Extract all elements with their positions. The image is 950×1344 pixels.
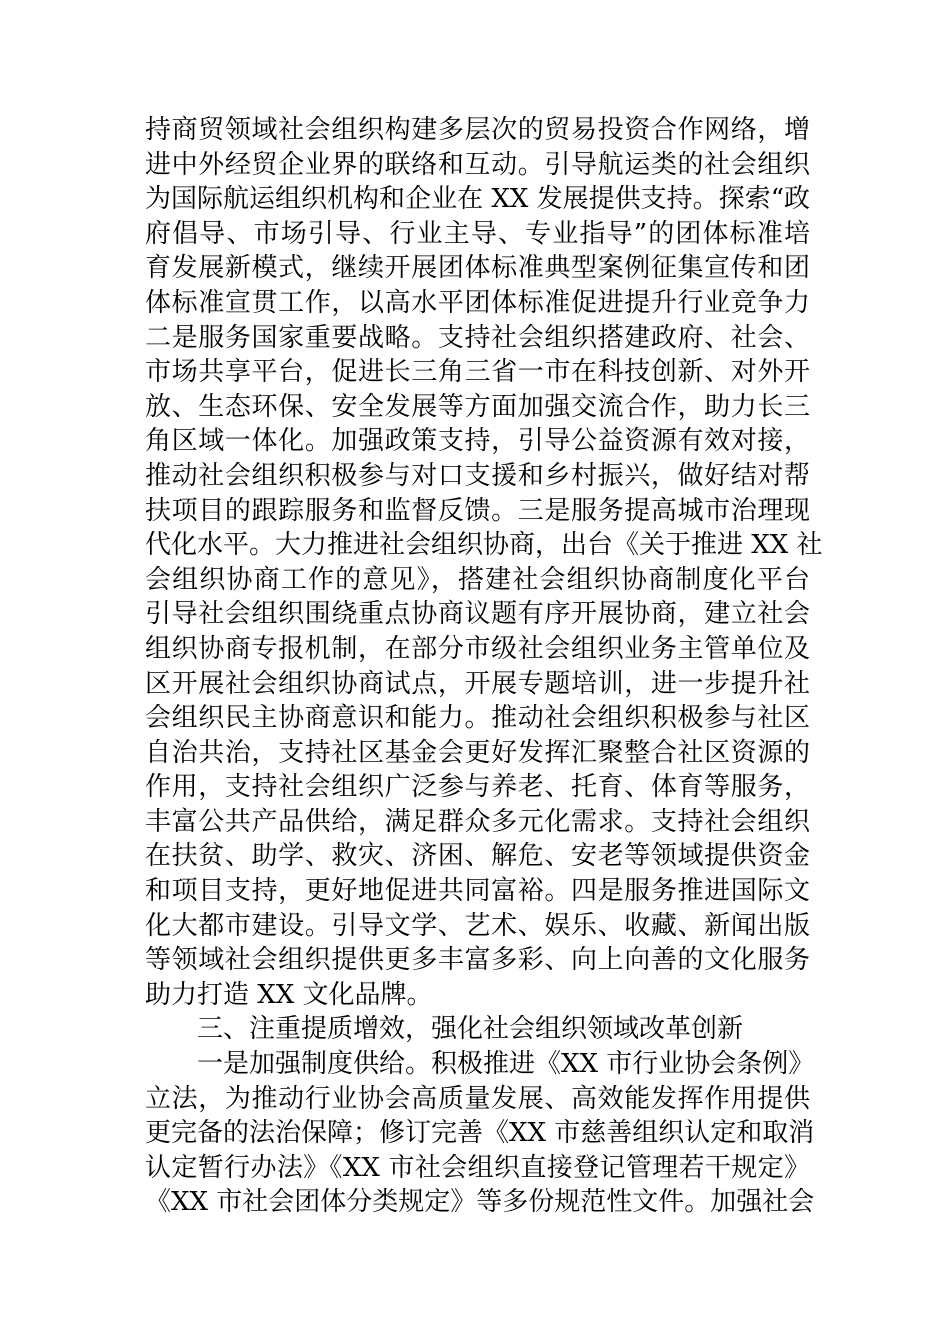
text-line: 一是加强制度供给。积极推进《XX 市行业协会条例》 — [197, 1049, 815, 1080]
text-line: 扶项目的跟踪服务和监督反馈。三是服务提高城市治理现 — [145, 495, 810, 526]
text-line: 体标准宣贯工作，以高水平团体标准促进提升行业竞争力 — [145, 287, 810, 318]
text-line: 自治共治，支持社区基金会更好发挥汇聚整合社区资源的 — [145, 737, 810, 768]
text-line: 角区域一体化。加强政策支持，引导公益资源有效对接， — [145, 426, 810, 457]
text-line: 作用，支持社会组织广泛参与养老、托育、体育等服务， — [145, 772, 810, 803]
text-line: 二是服务国家重要战略。支持社会组织搭建政府、社会、 — [145, 322, 810, 353]
text-line: 市场共享平台，促进长三角三省一市在科技创新、对外开 — [145, 357, 810, 388]
text-line: 进中外经贸企业界的联络和互动。引导航运类的社会组织 — [145, 149, 810, 180]
text-line: 助力打造 XX 文化品牌。 — [145, 979, 433, 1010]
text-line: 认定暂行办法》《XX 市社会组织直接登记管理若干规定》 — [145, 1152, 810, 1183]
body-text — [145, 113, 823, 1220]
text-line: 代化水平。大力推进社会组织协商，出台《关于推进 XX 社 — [145, 530, 823, 561]
text-line: 等领域社会组织提供更多丰富多彩、向上向善的文化服务 — [145, 945, 810, 976]
section-heading: 三、注重提质增效，强化社会组织领域改革创新 — [197, 1014, 744, 1045]
text-line: 立法，为推动行业协会高质量发展、高效能发挥作用提供 — [145, 1083, 810, 1114]
text-line: 会组织协商工作的意见》，搭建社会组织协商制度化平台 — [145, 564, 810, 595]
text-line: 化大都市建设。引导文学、艺术、娱乐、收藏、新闻出版 — [145, 910, 810, 941]
text-line: 组织协商专报机制，在部分市级社会组织业务主管单位及 — [145, 633, 810, 664]
text-line: 区开展社会组织协商试点，开展专题培训，进一步提升社 — [145, 668, 810, 699]
text-line: 持商贸领域社会组织构建多层次的贸易投资合作网络，增 — [145, 115, 810, 145]
text-line: 府倡导、市场引导、行业主导、专业指导”的团体标准培 — [145, 218, 810, 249]
text-line: 推动社会组织积极参与对口支援和乡村振兴，做好结对帮 — [145, 460, 810, 491]
text-line: 放、生态环保、安全发展等方面加强交流合作，助力长三 — [145, 391, 810, 422]
text-line: 在扶贫、助学、救灾、济困、解危、安老等领域提供资金 — [145, 841, 810, 872]
text-line: 为国际航运组织机构和企业在 XX 发展提供支持。探索“政 — [145, 184, 810, 215]
text-line: 更完备的法治保障；修订完善《XX 市慈善组织认定和取消 — [145, 1118, 815, 1149]
text-line: 和项目支持，更好地促进共同富裕。四是服务推进国际文 — [145, 876, 810, 907]
text-line: 育发展新模式，继续开展团体标准典型案例征集宣传和团 — [145, 253, 810, 284]
text-line: 《XX 市社会团体分类规定》等多份规范性文件。加强社会 — [145, 1187, 815, 1218]
text-line: 丰富公共产品供给，满足群众多元化需求。支持社会组织 — [145, 806, 810, 837]
text-line: 会组织民主协商意识和能力。推动社会组织积极参与社区 — [145, 703, 810, 734]
text-line: 引导社会组织围绕重点协商议题有序开展协商，建立社会 — [145, 599, 810, 630]
